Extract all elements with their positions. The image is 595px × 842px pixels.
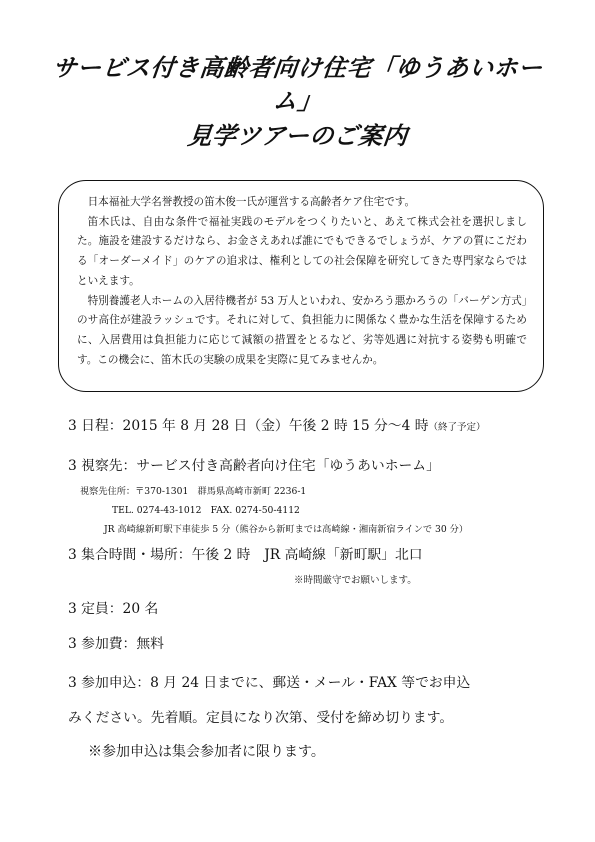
destination-phone: TEL. 0274-43-1012 FAX. 0274-50-4112 [112, 505, 300, 516]
title-block [0, 52, 595, 153]
intro-paragraph-1: 日本福祉大学名誉教授の笛木俊一氏が運営する高齢者ケア住宅です。 [87, 196, 416, 208]
meeting-note: ※時間厳守でお願いします。 [294, 575, 417, 586]
application-note: ※参加申込は集会参加者に限ります。 [88, 744, 325, 760]
intro-paragraph-3: 特別養護老人ホームの入居待機者が 53 万人といわれ、安かろう悪かろうの「バーゲン方式」のサ高住が建設ラッシュです。それに対して、負担能力に関係なく豊かな生活を保障するために、入居費用は負担能力に応じて減額の措置をとるなど、劣等処遇に対抗する姿勢も明確です。この機会に、笛木氏の実験の成果を実際に見てみませんか。 [77, 294, 527, 366]
intro-box [58, 180, 544, 392]
application-line-2: みください。先着順。定員になり次第、受付を締め切ります。 [68, 710, 454, 726]
schedule-item [68, 414, 486, 434]
intro-paragraph-2: 笛木氏は、自由な条件で福祉実践のモデルをつくりたいと、あえて株式会社を選択しました。施設を建設するだけなら、お金さえあれば誰にでもできるでしょうが、ケアの質にこだわる「オーダーメイド」のケアの追求は、権利としての社会保障を研究してきた専門家ならではといえます。 [77, 215, 527, 287]
meeting-item: 3 集合時間・場所：午後 2 時 JR 高崎線「新町駅」北口 [68, 547, 423, 563]
destination-item: 3 視察先：サービス付き高齢者向け住宅「ゆうあいホーム」 [68, 458, 440, 474]
destination-address: 視察先住所：〒370-1301 群馬県高崎市新町 2236-1 [80, 486, 307, 497]
schedule-end-note: （終了予定） [428, 422, 486, 433]
schedule-text: 3 日程：2015 年 8 月 28 日（金）午後 2 時 15 分～4 時 [68, 418, 429, 434]
title-line-2: ム」 [271, 87, 324, 115]
capacity-item: 3 定員：20 名 [68, 601, 159, 617]
fee-item: 3 参加費：無料 [68, 636, 164, 652]
destination-access: JR 高崎線新町駅下車徒歩 5 分（熊谷から新町までは高崎線・湘南新宿ラインで 30 分） [104, 524, 469, 535]
application-line-1: 3 参加申込：8 月 24 日までに、郵送・メール・FAX 等でお申込 [68, 675, 471, 691]
title-line-1: サービス付き高齢者向け住宅「ゆうあいホー [51, 54, 545, 82]
title-line-3: 見学ツアーのご案内 [186, 122, 409, 150]
